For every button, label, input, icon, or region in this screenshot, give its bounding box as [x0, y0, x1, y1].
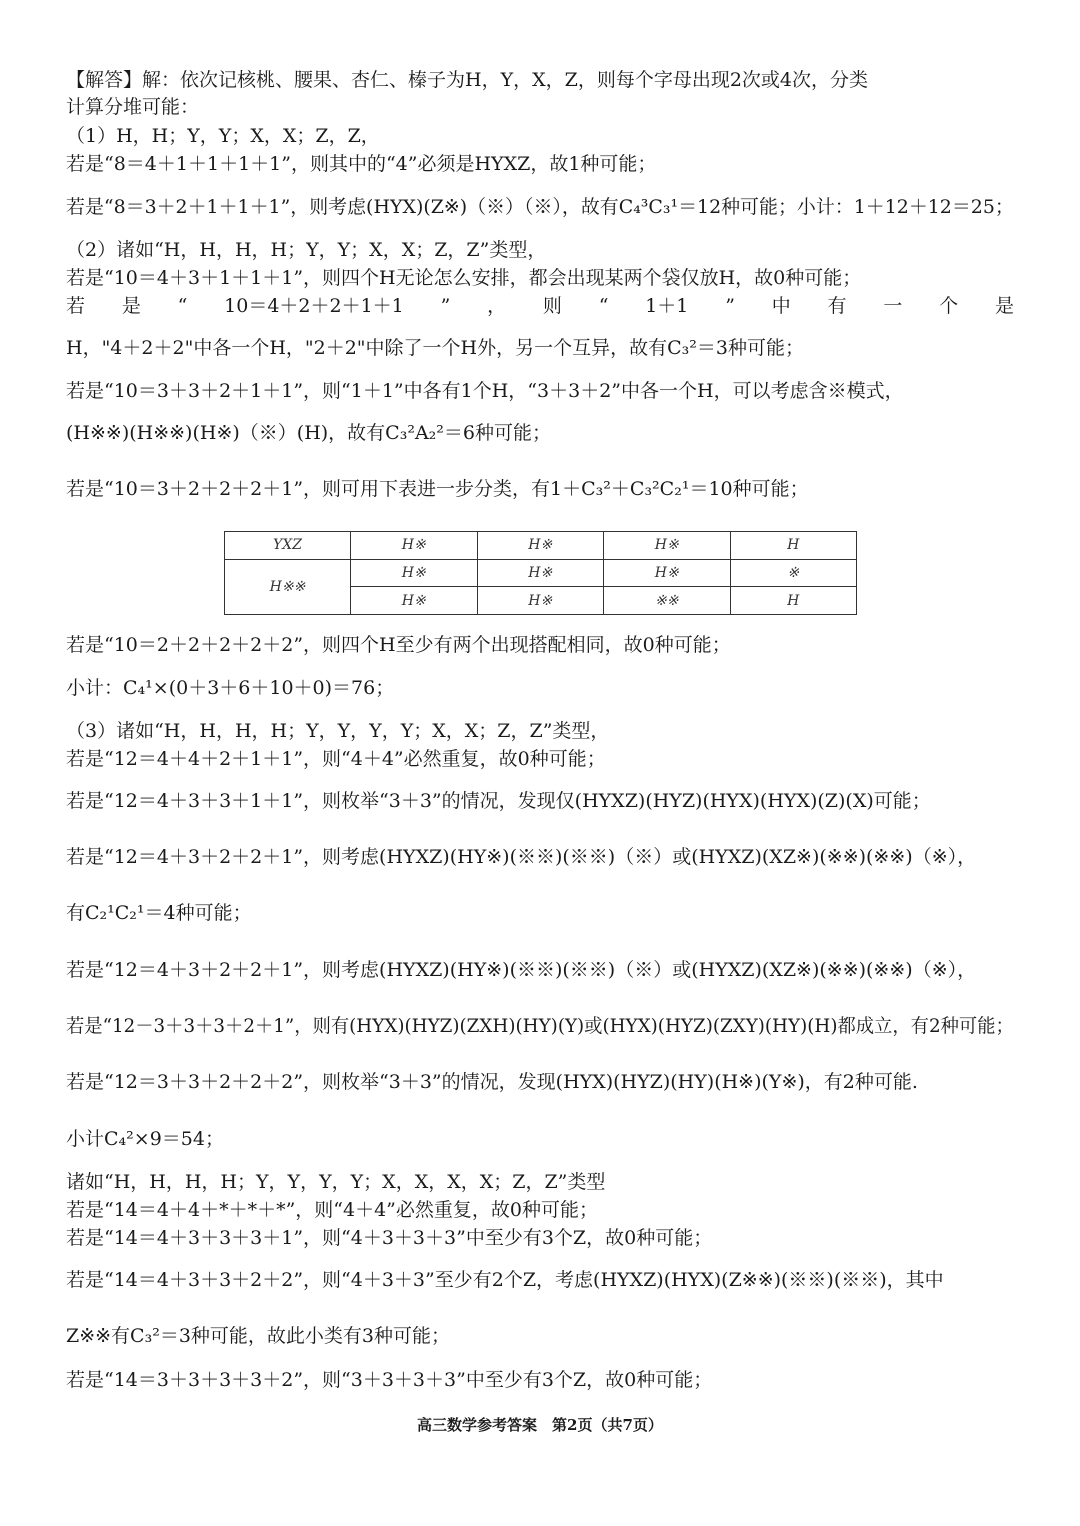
table-cell: H※ — [477, 532, 604, 560]
text-line: 若是“12＝3＋3＋2＋2＋2”，则枚举“3＋3”的情况，发现(HYX)(HYZ)(HY)(H※)(Y※)，有2种可能. — [66, 1071, 918, 1093]
word: ” — [440, 295, 451, 317]
word: ， — [487, 295, 507, 317]
text-line: 若是“12＝4＋3＋3＋1＋1”，则枚举“3＋3”的情况，发现仅(HYXZ)(HYZ)(HYX)(HYX)(Z)(X)可能； — [66, 790, 931, 812]
table-cell: H※ — [351, 587, 478, 615]
text-line: Z※※有C₃²＝3种可能，故此小类有3种可能； — [66, 1325, 450, 1347]
text-line: （3）诸如“H，H，H，H；Y，Y，Y，Y；X，X；Z，Z”类型， — [66, 720, 610, 742]
text-line: (H※※)(H※※)(H※)（※）(H)，故有C₃²A₂²＝6种可能； — [66, 422, 551, 444]
word: “ — [598, 295, 609, 317]
text-line: （2）诸如“H，H，H，H；Y，Y；X，X；Z，Z”类型， — [66, 239, 547, 261]
table-cell: H※ — [477, 559, 604, 587]
justified-line — [66, 294, 1014, 318]
table-cell: H — [730, 532, 857, 560]
text-line: 若是“14＝4＋4＋*＋*＋*”，则“4＋4”必然重复，故0种可能； — [66, 1199, 598, 1221]
table-cell: ※ — [730, 559, 857, 587]
text-line: H，"4＋2＋2"中各一个H，"2＋2"中除了一个H外，另一个互异，故有C₃²＝3种可能； — [66, 337, 804, 359]
word: ” — [725, 295, 735, 317]
text-line: 若是“10＝3＋3＋2＋1＋1”，则“1＋1”中各有1个H，“3＋3＋2”中各一个H，可以考虑含※模式， — [66, 380, 904, 402]
text-line: 若是“12＝4＋4＋2＋1＋1”，则“4＋4”必然重复，故0种可能； — [66, 748, 606, 770]
text-line: 【解答】解：依次记核桃、腰果、杏仁、榛子为H，Y，X，Z，则每个字母出现2次或4次，分类 — [66, 69, 869, 91]
text-line: 若是“14＝4＋3＋3＋2＋2”，则“4＋3＋3”至少有2个Z，考虑(HYXZ)(HYX)(Z※※)(※※)(※※)，其中 — [66, 1269, 944, 1291]
text-line: 小计：C₄¹×(0＋3＋6＋10＋0)＝76； — [66, 677, 395, 699]
word: 是 — [994, 295, 1014, 317]
table-cell: H※ — [604, 559, 731, 587]
word: 有 — [827, 295, 847, 317]
text-line: 若是“10＝4＋3＋1＋1＋1”，则四个H无论怎么安排，都会出现某两个袋仅放H，故0种可能； — [66, 267, 862, 289]
table-row — [225, 532, 857, 560]
text-line: （1）H，H；Y，Y；X，X；Z，Z， — [66, 125, 380, 147]
text-line: 若是“12＝4＋3＋2＋2＋1”，则考虑(HYXZ)(HY※)(※※)(※※)（※）或(HYXZ)(XZ※)(※※)(※※)（※）， — [66, 846, 977, 868]
word: 10＝4＋2＋2＋1＋1 — [224, 295, 404, 317]
text-line: 若是“8＝3＋2＋1＋1＋1”，则考虑(HYX)(Z※)（※）（※），故有C₄³C₃¹＝12种可能；小计：1＋12＋12＝25； — [66, 196, 1014, 218]
table-cell: YXZ — [225, 532, 351, 560]
word: “ — [177, 295, 188, 317]
word: 是 — [121, 295, 141, 317]
text-line: 若是“12－3＋3＋3＋2＋1”，则有(HYX)(HYZ)(ZXH)(HY)(Y)或(HYX)(HYZ)(ZXY)(HY)(H)都成立，有2种可能； — [66, 1015, 1014, 1037]
text-line: 若是“14＝4＋3＋3＋3＋1”，则“4＋3＋3＋3”中至少有3个Z，故0种可能； — [66, 1227, 713, 1249]
page-footer: 高三数学参考答案 第2页（共7页） — [417, 1416, 663, 1434]
text-line: 若是“10＝2＋2＋2＋2＋2”，则四个H至少有两个出现搭配相同，故0种可能； — [66, 634, 731, 656]
table-cell: H※ — [604, 532, 731, 560]
table-cell: H — [730, 587, 857, 615]
text-line: 计算分堆可能： — [66, 96, 200, 118]
text-line: 小计C₄²×9＝54； — [66, 1128, 224, 1150]
word: 中 — [771, 295, 791, 317]
text-line: 若是“12＝4＋3＋2＋2＋1”，则考虑(HYXZ)(HY※)(※※)(※※)（※）或(HYXZ)(XZ※)(※※)(※※)（※）， — [66, 959, 977, 981]
text-line: 诸如“H，H，H，H；Y，Y，Y，Y；X，X，X，X；Z，Z”类型 — [66, 1171, 606, 1193]
table-cell: H※※ — [225, 559, 351, 614]
text-line: 有C₂¹C₂¹＝4种可能； — [66, 902, 252, 924]
table-cell: H※ — [351, 532, 478, 560]
word: 个 — [939, 295, 959, 317]
text-line: 若是“10＝3＋2＋2＋2＋1”，则可用下表进一步分类，有1＋C₃²＋C₃²C₂¹＝10种可能； — [66, 478, 809, 500]
word: 1＋1 — [645, 295, 689, 317]
table-cell: H※ — [477, 587, 604, 615]
text-line: 若是“8＝4＋1＋1＋1＋1”，则其中的“4”必须是HYXZ，故1种可能； — [66, 153, 657, 175]
text-line: 若是“14＝3＋3＋3＋3＋2”，则“3＋3＋3＋3”中至少有3个Z，故0种可能； — [66, 1369, 713, 1391]
classification-table — [224, 531, 857, 615]
table-cell: H※ — [351, 559, 478, 587]
word: 则 — [542, 295, 562, 317]
table-row — [225, 559, 857, 587]
word: 若 — [66, 295, 86, 317]
word: 一 — [883, 295, 903, 317]
table-cell: ※※ — [604, 587, 731, 615]
